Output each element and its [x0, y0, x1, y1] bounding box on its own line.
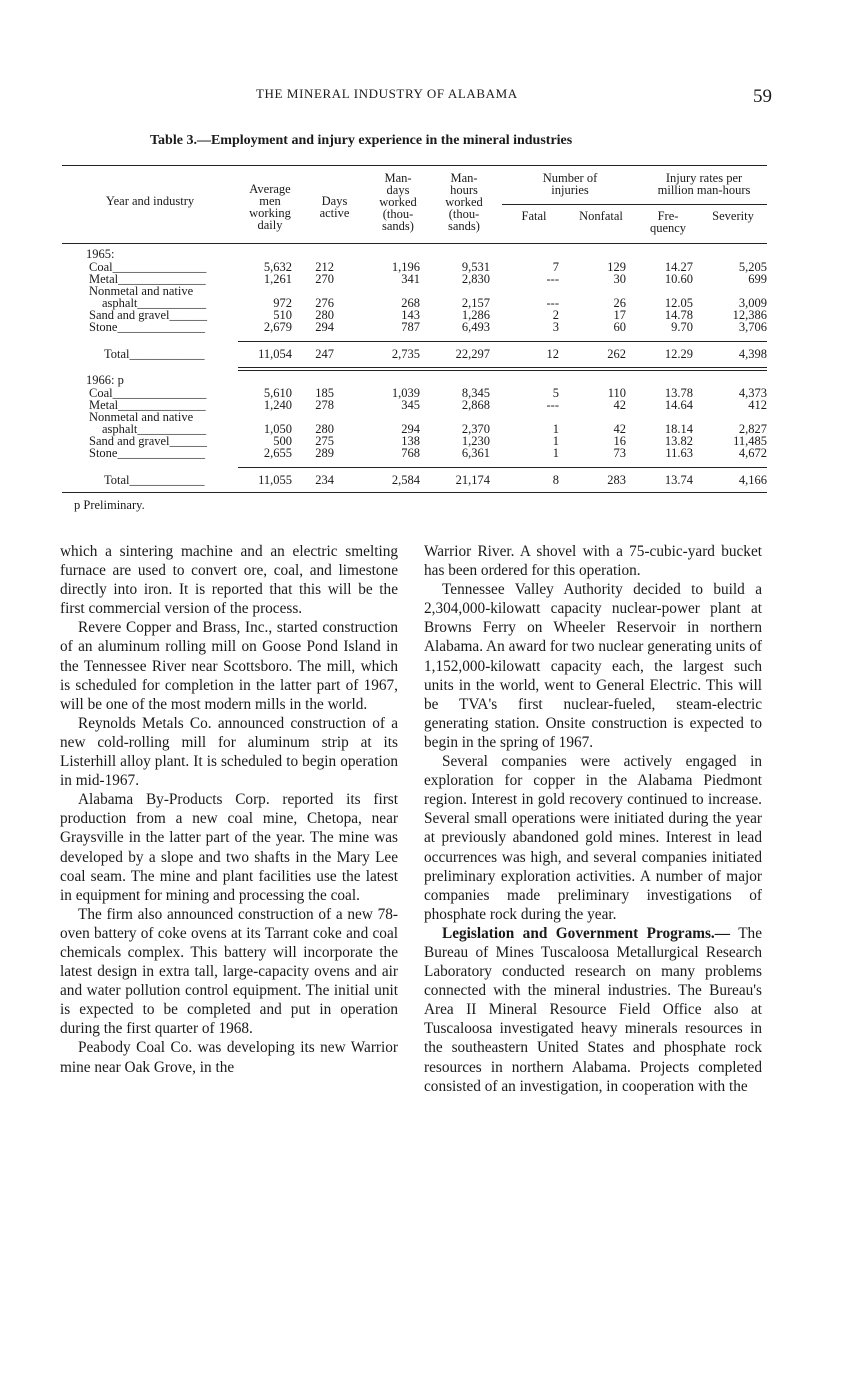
th-nonfatal: Nonfatal [579, 209, 623, 223]
paragraph: The firm also announced construction of a new 78-oven battery of coke ovens at its Tarrant coke and coal chemicals complex. This battery will incorporate the latest design in extra tall, large-capacity ovens and air and water pollution control equipment. The initial unit is expected to be completed and put in operation during the first quarter of 1968. [60, 905, 398, 1038]
table-header-rule [62, 243, 767, 244]
paragraph: Reynolds Metals Co. announced construction of a new cold-rolling mill for aluminum strip at its Listerhill alloy plant. It is scheduled to begin operation in mid-1967. [60, 714, 398, 790]
total-1966-rule [238, 467, 767, 468]
th-avg-men: Average men working daily [249, 182, 291, 232]
th-year-industry: Year and industry [105, 194, 195, 208]
paragraph: Alabama By-Products Corp. reported its first production from a new coal mine, Chetopa, near Graysville in the latter part of the year. The mine was developed by a slope and two shafts in the Mary Lee coal seam. The mine and plant facilities use the latest in equipment for mining and processing the coal. [60, 791, 398, 904]
th-man-days: Man- days worked (thou- sands) [379, 171, 417, 233]
table-top-rule [62, 165, 767, 166]
th-frequency: Fre- quency [649, 209, 687, 235]
year-label: 1966: p [86, 373, 124, 387]
th-fatal: Fatal [521, 209, 547, 223]
th-injuries-group: Number of injuries [542, 171, 598, 197]
right-column [424, 542, 762, 1096]
section-body: The Bureau of Mines Tuscaloosa Metallurgical Research Laboratory conducted research on many problems connected with the mineral industries. The Bureau's Area II Mineral Resource Field Office also at Tuscaloosa investigated heavy minerals resources in the southeastern United States and phosphate rock resources in northern Alabama. Projects completed consisted of an investigation, in cooperation with the [424, 924, 762, 1095]
section-rule-2 [238, 370, 767, 371]
year-label: 1965: [86, 247, 115, 261]
section-rule-1 [238, 367, 767, 368]
group-header-rule [502, 204, 767, 205]
paragraph: Revere Copper and Brass, Inc., started construction of an aluminum rolling mill on Goose Pond Island in the Tennessee River near Scottsboro. The mill, which is scheduled for completion in the latter part of 1967, will be one of the most modern mills in the world. [60, 619, 398, 713]
paragraph: Warrior River. A shovel with a 75-cubic-yard bucket has been ordered for this operation. [424, 543, 762, 580]
paragraph: Peabody Coal Co. was developing its new Warrior mine near Oak Grove, in the [60, 1039, 398, 1076]
section-heading: Legislation and Government Programs.— [442, 924, 731, 942]
total-1965-rule [238, 341, 767, 342]
table-footnote: p Preliminary. [74, 498, 145, 512]
paragraph [424, 924, 762, 1096]
paragraph: Tennessee Valley Authority decided to build a 2,304,000-kilowatt capacity nuclear-power plant at Browns Ferry on Wheeler Reservoir in northern Alabama. An award for two nuclear generating units of 1,152,000-kilowatt capacity each, the largest such units in the world, went to General Electric. This will be TVA's first nuclear-fueled, steam-electric generating station. Onsite construction is expected to begin in the spring of 1967. [424, 581, 762, 751]
left-column [60, 542, 398, 1077]
th-rates-group: Injury rates per million man-hours [657, 171, 751, 197]
page-number: 59 [753, 86, 772, 107]
table-bottom-rule [62, 492, 767, 493]
th-days: Days active [319, 194, 350, 220]
paragraph: Several companies were actively engaged in exploration for copper in the Alabama Piedmont region. Interest in gold recovery continued to increase. Several small operations were initiated during the year at previously abandoned gold mines. Interest in lead occurrences was high, and several companies initiated preliminary exploration activities. A number of major companies made preliminary investigations of phosphate rock during the year. [424, 753, 762, 923]
th-man-hours: Man- hours worked (thou- sands) [445, 171, 483, 233]
th-severity: Severity [712, 209, 754, 223]
running-title: THE MINERAL INDUSTRY OF ALABAMA [256, 86, 518, 101]
table-caption: Table 3.—Employment and injury experience in the mineral industries [150, 133, 573, 148]
paragraph: which a sintering machine and an electric smelting furnace are used to convert ore, coal, and limestone directly into iron. It is reported that this will be the first commercial version of the process. [60, 543, 398, 618]
